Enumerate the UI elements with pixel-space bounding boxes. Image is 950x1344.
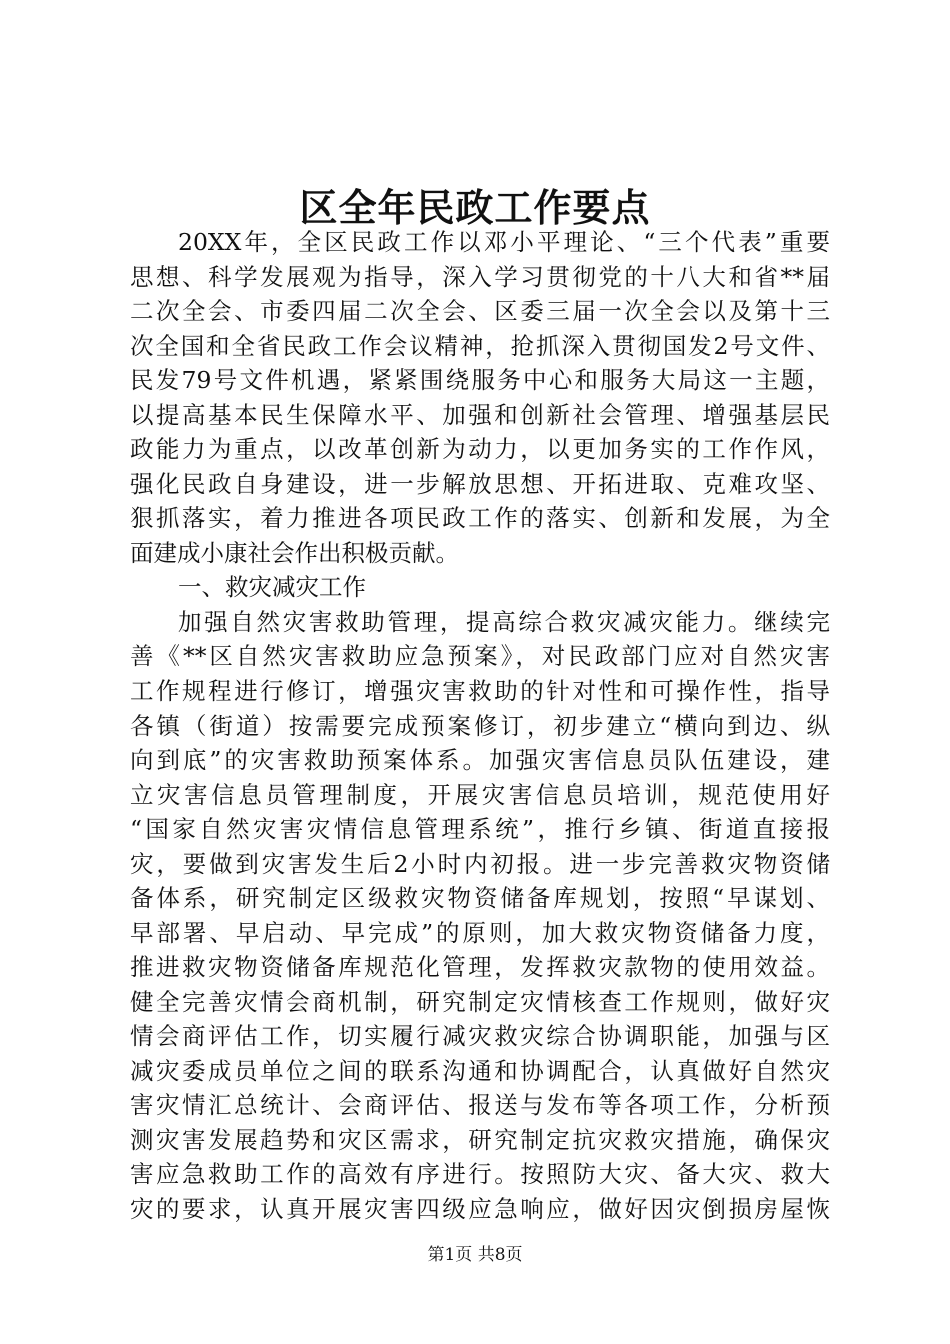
page-footer: 第1页 共8页 <box>427 1245 523 1265</box>
text-line: 情会商评估工作，切实履行减灾救灾综合协调职能，加强与区 <box>130 1022 830 1050</box>
text-line: 害应急救助工作的高效有序进行。按照防大灾、备大灾、救大 <box>130 1160 830 1188</box>
text-line: 政能力为重点，以改革创新为动力，以更加务实的工作作风， <box>130 435 830 463</box>
text-line: 加强自然灾害救助管理，提高综合救灾减灾能力。继续完 <box>178 608 830 636</box>
text-line: 面建成小康社会作出积极贡献。 <box>130 539 459 567</box>
text-line: 思想、科学发展观为指导，深入学习贯彻党的十八大和省**届 <box>130 263 830 291</box>
text-line: 推进救灾物资储备库规范化管理，发挥救灾款物的使用效益。 <box>130 953 830 981</box>
text-line: 早部署、早启动、早完成”的原则，加大救灾物资储备力度， <box>130 919 830 947</box>
text-line: 狠抓落实，着力推进各项民政工作的落实、创新和发展，为全 <box>130 504 830 532</box>
document-title: 区全年民政工作要点 <box>299 185 651 230</box>
text-line: 次全国和全省民政工作会议精神，抢抓深入贯彻国发2号文件、 <box>130 332 830 360</box>
text-line: 害灾情汇总统计、会商评估、报送与发布等各项工作，分析预 <box>130 1091 830 1119</box>
text-line: 善《**区自然灾害救助应急预案》，对民政部门应对自然灾害 <box>130 642 830 670</box>
text-line: 向到底”的灾害救助预案体系。加强灾害信息员队伍建设，建 <box>130 746 830 774</box>
text-line: “国家自然灾害灾情信息管理系统”，推行乡镇、街道直接报 <box>130 815 830 843</box>
text-line: 立灾害信息员管理制度，开展灾害信息员培训，规范使用好 <box>130 781 830 809</box>
text-line: 健全完善灾情会商机制，研究制定灾情核查工作规则，做好灾 <box>130 988 830 1016</box>
text-line: 备体系，研究制定区级救灾物资储备库规划，按照“早谋划、 <box>130 884 830 912</box>
text-line: 20XX年，全区民政工作以邓小平理论、“三个代表”重要 <box>178 228 830 256</box>
text-line: 灾，要做到灾害发生后2小时内初报。进一步完善救灾物资储 <box>130 850 830 878</box>
text-line: 强化民政自身建设，进一步解放思想、开拓进取、克难攻坚、 <box>130 470 830 498</box>
text-line: 二次全会、市委四届二次全会、区委三届一次全会以及第十三 <box>130 297 830 325</box>
text-line: 以提高基本民生保障水平、加强和创新社会管理、增强基层民 <box>130 401 830 429</box>
text-line: 民发79号文件机遇，紧紧围绕服务中心和服务大局这一主题， <box>130 366 830 394</box>
text-line: 测灾害发展趋势和灾区需求，研究制定抗灾救灾措施，确保灾 <box>130 1126 830 1154</box>
text-line: 工作规程进行修订，增强灾害救助的针对性和可操作性，指导 <box>130 677 830 705</box>
text-line: 各镇（街道）按需要完成预案修订，初步建立“横向到边、纵 <box>130 712 830 740</box>
text-line: 减灾委成员单位之间的联系沟通和协调配合，认真做好自然灾 <box>130 1057 830 1085</box>
section-heading: 一、救灾减灾工作 <box>178 573 366 601</box>
text-line: 灾的要求，认真开展灾害四级应急响应，做好因灾倒损房屋恢 <box>130 1195 830 1223</box>
